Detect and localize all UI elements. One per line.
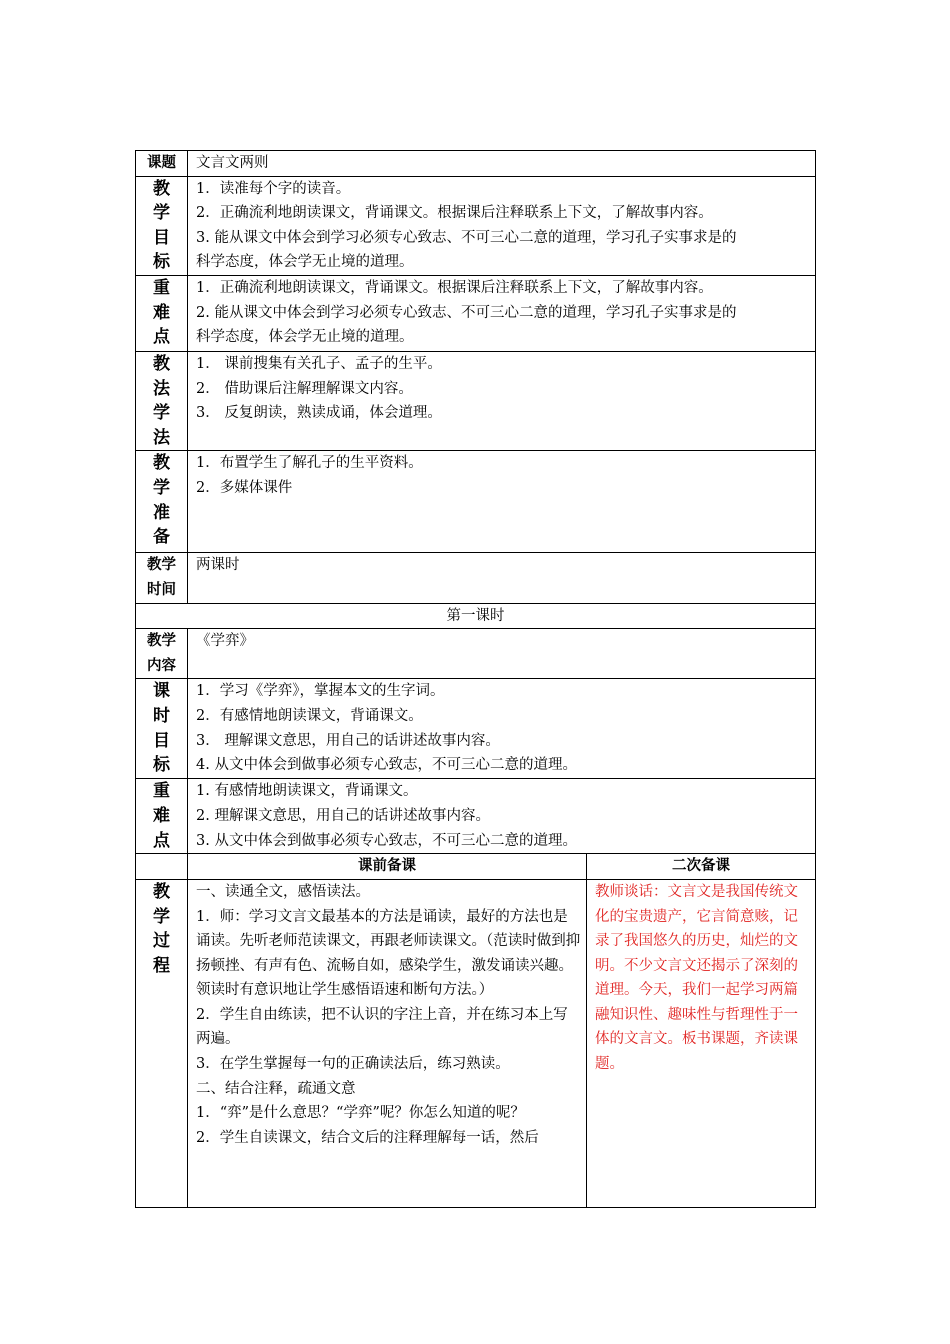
row-section: [136, 603, 816, 629]
label-goals: 教 学 目 标: [136, 176, 188, 275]
row-keypoints: [136, 275, 816, 351]
row-title: [136, 151, 816, 177]
keypoints-text: 1．正确流利地朗读课文，背诵课文。根据课后注释联系上下文，了解故事内容。 2. 能从课文中体会到学习必须专心致志、不可三心二意的道理，学习孔子实事求是的 科学态度，体会学无止境的道理。: [188, 275, 816, 351]
label-keypoints: 重 难 点: [136, 275, 188, 351]
row-goals: [136, 176, 816, 275]
row-process: [136, 879, 816, 1207]
goals-text: 1．读准每个字的读音。 2．正确流利地朗读课文，背诵课文。根据课后注释联系上下文，了解故事内容。 3. 能从课文中体会到学习必须专心致志、不可三心二意的道理，学习孔子实事求是的 科学态度，体会学无止境的道理。: [188, 176, 816, 275]
row-content: [136, 629, 816, 679]
row-prep-headers: [136, 854, 816, 880]
lesson-keys-text: 1. 有感情地朗读课文，背诵课文。 2. 理解课文意思，用自己的话讲述故事内容。 3. 从文中体会到做事必须专心致志，不可三心二意的道理。: [188, 779, 816, 854]
label-process: 教 学 过 程: [136, 879, 188, 1207]
title-value: 文言文两则: [188, 151, 816, 177]
header-pre-class: 课前备课: [188, 854, 587, 880]
lesson-plan-table: [135, 150, 816, 1208]
header-spacer: [136, 854, 188, 880]
label-content: 教学 内容: [136, 629, 188, 679]
row-prep: [136, 451, 816, 553]
lesson-goals-text: 1．学习《学弈》，掌握本文的生字词。 2．有感情地朗读课文，背诵课文。 3． 理解课文意思，用自己的话讲述故事内容。 4. 从文中体会到做事必须专心致志，不可三心二意的道理。: [188, 679, 816, 779]
row-time: [136, 553, 816, 603]
process-main-text: 一、读通全文，感悟读法。 1．师：学习文言文最基本的方法是诵读，最好的方法也是诵读。先听老师范读课文，再跟老师读课文。（范读时做到抑扬顿挫、有声有色、流畅自如，感染学生，激发诵读兴趣。领读时有意识地让学生感悟语速和断句方法。） 2．学生自由练读，把不认识的字注上音，并在练习本上写两遍。 3．在学生掌握每一句的正确读法后，练习熟读。 二、结合注释，疏通文意 1．“弈”是什么意思？“学弈”呢？你怎么知道的呢？ 2．学生自读课文，结合文后的注释理解每一话，然后: [188, 879, 587, 1207]
label-title: 课题: [136, 151, 188, 177]
lesson-plan-document: [135, 150, 815, 1208]
row-lesson-goals: [136, 679, 816, 779]
methods-text: 1． 课前搜集有关孔子、孟子的生平。 2． 借助课后注解理解课文内容。 3． 反复朗读，熟读成诵，体会道理。: [188, 351, 816, 450]
label-methods: 教 法 学 法: [136, 351, 188, 450]
label-lesson-keys: 重 难 点: [136, 779, 188, 854]
label-prep: 教 学 准 备: [136, 451, 188, 553]
time-value: 两课时: [188, 553, 816, 603]
label-time: 教学 时间: [136, 553, 188, 603]
process-notes-text: 教师谈话：文言文是我国传统文化的宝贵遗产，它言简意赅，记录了我国悠久的历史，灿烂的文明。不少文言文还揭示了深刻的道理。今天，我们一起学习两篇融知识性、趣味性与哲理性于一体的文言文。板书课题，齐读课题。: [587, 879, 816, 1207]
row-lesson-keys: [136, 779, 816, 854]
prep-text: 1．布置学生了解孔子的生平资料。 2．多媒体课件: [188, 451, 816, 553]
content-value: 《学弈》: [188, 629, 816, 679]
row-methods: [136, 351, 816, 450]
header-second-prep: 二次备课: [587, 854, 816, 880]
section-title: 第一课时: [136, 603, 816, 629]
label-lesson-goals: 课 时 目 标: [136, 679, 188, 779]
